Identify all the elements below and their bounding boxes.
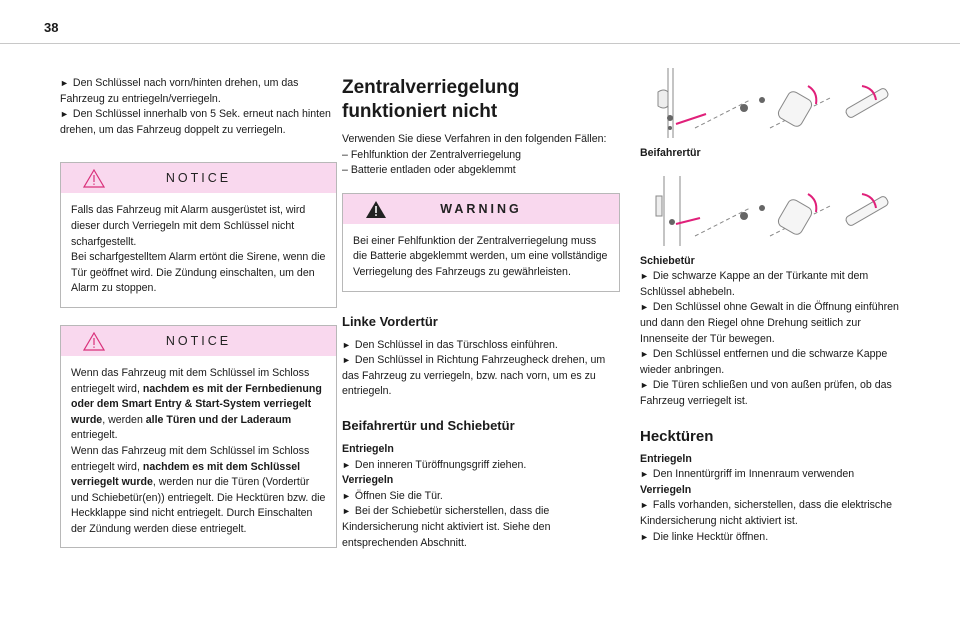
unlock-label: Entriegeln	[342, 442, 394, 455]
lock-step: ► Die linke Hecktür öffnen.	[640, 530, 769, 543]
notice-title: NOTICE	[165, 333, 232, 348]
arrow-icon: ►	[640, 349, 649, 360]
notice-title: NOTICE	[165, 171, 232, 186]
arrow-icon: ►	[342, 355, 351, 366]
sliding-door-step: ► Den Schlüssel ohne Gewalt in die Öffnung einführen und dann den Riegel ohne Drehung seitlich zur Innenseite der Tür bewegen.	[640, 301, 899, 345]
notice-text: Falls das Fahrzeug mit Alarm ausgerüstet ist, wird dieser durch Verriegeln mit dem Schlüssel nicht scharfgestellt.	[71, 204, 306, 248]
warning-header	[343, 194, 619, 224]
subheading-passenger-sliding: Beifahrertür und Schiebetür	[342, 417, 515, 433]
warning-text: Bei einer Fehlfunktion der Zentralverriegelung muss die Batterie abgeklemmt werden, um eine vollständige Verriegelung des Fahrzeugs zu gewährleisten.	[353, 234, 608, 278]
warning-box	[342, 193, 620, 292]
arrow-icon: ►	[640, 531, 649, 542]
unlock-label: Entriegeln	[640, 452, 692, 465]
header-rule	[0, 43, 960, 44]
passenger-door-diagram	[640, 64, 902, 142]
arrow-icon: ►	[640, 500, 649, 511]
front-door-step: ► Den Schlüssel in Richtung Fahrzeugheck drehen, um das Fahrzeug zu verriegeln, bzw. nach vorn, um es zu entriegeln.	[342, 354, 606, 398]
arrow-icon: ►	[342, 459, 351, 470]
warning-triangle-icon	[365, 200, 387, 219]
front-door-step: ► Den Schlüssel in das Türschloss einführen.	[342, 338, 558, 351]
sliding-door-step: ► Die schwarze Kappe an der Türkante mit dem Schlüssel abhebeln.	[640, 270, 869, 298]
subheading-rear-doors: Hecktüren	[640, 427, 714, 445]
arrow-icon: ►	[60, 78, 69, 88]
lock-label: Verriegeln	[640, 483, 692, 496]
column-right	[640, 64, 902, 545]
arrow-icon: ►	[640, 380, 649, 391]
arrow-icon: ►	[342, 490, 351, 501]
notice-text-2: Bei scharfgestelltem Alarm ertönt die Sirene, wenn die Tür geöffnet wird. Die Zündung einschalten, um den Alarm zu stoppen.	[71, 251, 326, 295]
section-title: Zentralverriegelung funktioniert nicht	[342, 77, 520, 122]
lock-label: Verriegeln	[342, 474, 394, 487]
section-intro: Verwenden Sie diese Verfahren in den folgenden Fällen:	[342, 133, 607, 145]
unlock-step: ► Den inneren Türöffnungsgriff ziehen.	[342, 458, 527, 471]
notice-paragraph-2: Wenn das Fahrzeug mit dem Schlüssel im Schloss entriegelt wird, nachdem es mit dem Schlüssel verriegelt wurde, werden nur die Türen (Vordertür und Schiebetür(en)) entriegelt. Die Hecktüren bzw. die Heckklappe sind nicht entriegelt. Durch Einschalten der Zündung werden diese entriegelt.	[71, 444, 326, 535]
page-number: 38	[44, 20, 59, 35]
arrow-icon: ►	[342, 506, 351, 517]
sliding-door-step: ► Die Türen schließen und von außen prüfen, ob das Fahrzeug verriegelt ist.	[640, 379, 892, 407]
lock-step: ► Bei der Schiebetür sicherstellen, dass die Kindersicherung nicht aktiviert ist. Siehe den entsprechenden Abschnitt.	[342, 505, 551, 549]
lock-step: ► Falls vorhanden, sicherstellen, dass die elektrische Kindersicherung nicht aktiviert ist.	[640, 499, 892, 527]
case-item: – Batterie entladen oder abgeklemmt	[342, 164, 516, 177]
sliding-door-step: ► Den Schlüssel entfernen und die schwarze Kappe wieder anbringen.	[640, 348, 888, 376]
figure-caption-passenger: Beifahrertür	[640, 147, 701, 159]
arrow-icon: ►	[640, 302, 649, 313]
arrow-icon: ►	[60, 109, 69, 120]
intro-step-1: ► Den Schlüssel nach vorn/hinten drehen, um das Fahrzeug zu entriegeln/verriegeln.	[60, 77, 299, 105]
unlock-step: ► Den Innentürgriff im Innenraum verwenden	[640, 468, 855, 481]
column-middle	[342, 76, 620, 551]
lock-step: ► Öffnen Sie die Tür.	[342, 489, 443, 502]
caution-triangle-icon	[83, 332, 105, 351]
arrow-icon: ►	[640, 469, 649, 480]
notice-header	[61, 326, 336, 356]
notice-header	[61, 163, 336, 193]
case-item: – Fehlfunktion der Zentralverriegelung	[342, 148, 522, 161]
warning-body	[343, 224, 619, 291]
column-left	[60, 76, 337, 548]
arrow-icon: ►	[640, 271, 649, 282]
notice-box-alarm	[60, 162, 337, 308]
figure-caption-sliding: Schiebetür	[640, 254, 695, 267]
notice-body	[61, 356, 336, 548]
notice-body	[61, 193, 336, 307]
notice-box-unlocking	[60, 325, 337, 549]
intro-step-2: ► Den Schlüssel innerhalb von 5 Sek. erneut nach hinten drehen, um das Fahrzeug doppelt zu verriegeln.	[60, 108, 331, 136]
notice-paragraph-1: Wenn das Fahrzeug mit dem Schlüssel im Schloss entriegelt wird, nachdem es mit der Fernbedienung oder dem Smart Entry & Start-System verriegelt wurde, werden alle Türen und der Laderaum entriegelt.	[71, 366, 322, 442]
warning-title: WARNING	[440, 201, 522, 216]
sliding-door-diagram	[640, 172, 902, 250]
caution-triangle-icon	[83, 169, 105, 188]
subheading-front-door: Linke Vordertür	[342, 313, 438, 329]
arrow-icon: ►	[342, 339, 351, 350]
